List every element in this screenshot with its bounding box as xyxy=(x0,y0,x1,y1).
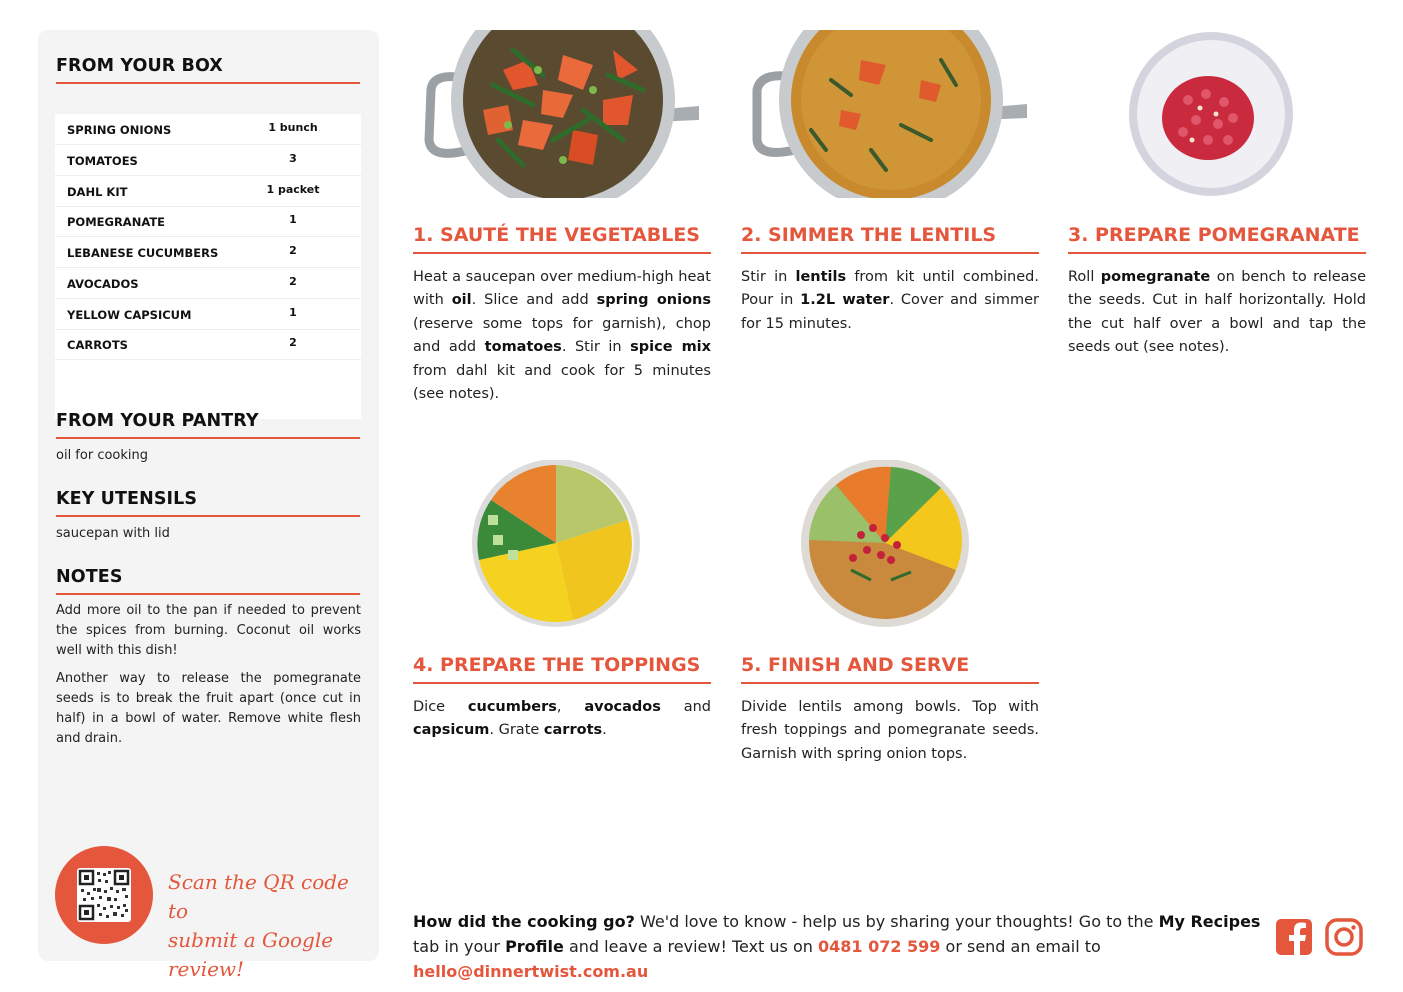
qr-code-icon[interactable] xyxy=(77,868,131,922)
ingredient-qty: 2 xyxy=(289,336,297,349)
section-divider xyxy=(56,593,360,595)
table-row xyxy=(55,268,361,299)
step-3-text: Roll pomegranate on bench to release the seeds. Cut in half horizontally. Hold the cut half over a bowl and tap the seeds out (see notes). xyxy=(1068,269,1366,356)
instagram-icon[interactable] xyxy=(1325,918,1363,956)
from-your-box-title: FROM YOUR BOX xyxy=(56,56,223,76)
step-5-title: 5. FINISH AND SERVE xyxy=(741,654,970,676)
ingredient-qty: 1 bunch xyxy=(268,121,318,134)
step-2-title: 2. SIMMER THE LENTILS xyxy=(741,224,997,246)
ingredient-name: AVOCADOS xyxy=(67,277,139,291)
table-row xyxy=(55,176,361,207)
ingredient-qty: 2 xyxy=(289,275,297,288)
toppings-bowl-photo xyxy=(413,460,711,628)
note-paragraph: Add more oil to the pan if needed to prevent the spices from burning. Coconut oil works well with this dish! xyxy=(56,603,361,658)
table-row xyxy=(55,114,361,145)
utensils-text: saucepan with lid xyxy=(56,526,170,541)
step-1-title: 1. SAUTÉ THE VEGETABLES xyxy=(413,224,700,246)
ingredient-name: SPRING ONIONS xyxy=(67,123,172,137)
table-row xyxy=(55,329,361,360)
table-row xyxy=(55,237,361,268)
step-2-text: Stir in lentils from kit until combined. Pour in 1.2L water. Cover and simmer for 15 minutes. xyxy=(741,269,1039,332)
ingredient-name: TOMATOES xyxy=(67,154,138,168)
notes-title: NOTES xyxy=(56,567,123,587)
from-your-pantry-title: FROM YOUR PANTRY xyxy=(56,411,259,431)
step-3-title: 3. PREPARE POMEGRANATE xyxy=(1068,224,1360,246)
ingredients-table xyxy=(55,114,361,419)
email-link[interactable]: hello@dinnertwist.com.au xyxy=(413,962,649,981)
step-4-text: Dice cucumbers, avocados and capsicum. Grate carrots. xyxy=(413,699,712,739)
qr-badge[interactable] xyxy=(55,846,153,944)
section-divider xyxy=(56,437,360,439)
ingredient-name: CARROTS xyxy=(67,338,128,352)
pantry-text: oil for cooking xyxy=(56,448,149,463)
pomegranate-bowl-photo xyxy=(1068,30,1366,198)
qr-caption-line: submit a Google review! xyxy=(168,928,334,981)
step-divider xyxy=(413,252,711,254)
section-divider xyxy=(56,82,360,84)
step-1-text: Heat a saucepan over medium-high heat with oil. Slice and add spring onions (reserve some tops for garnish), chop and add tomatoes. Stir in spice mix from dahl kit and cook for 5 minutes (see notes). xyxy=(413,269,711,403)
review-footer: How did the cooking go? We'd love to know - help us by sharing your thoughts! Go to the My Recipes tab in your Profile and leave a review! Text us on 0481 072 599 or send an email to hello@dinnertwist.com.au xyxy=(413,912,1261,981)
ingredient-name: YELLOW CAPSICUM xyxy=(67,308,192,322)
table-row xyxy=(55,145,361,176)
step-divider xyxy=(1068,252,1366,254)
step-4-title: 4. PREPARE THE TOPPINGS xyxy=(413,654,701,676)
table-row xyxy=(55,206,361,237)
step-divider xyxy=(413,682,711,684)
ingredients-sidebar xyxy=(38,30,379,981)
table-row xyxy=(55,299,361,330)
notes-body xyxy=(56,601,361,757)
facebook-icon[interactable] xyxy=(1275,918,1313,956)
section-divider xyxy=(56,515,360,517)
ingredient-name: POMEGRANATE xyxy=(67,215,166,229)
ingredient-name: LEBANESE CUCUMBERS xyxy=(67,246,219,260)
step-divider xyxy=(741,252,1039,254)
saute-vegetables-photo xyxy=(413,30,711,198)
step-divider xyxy=(741,682,1039,684)
note-paragraph: Another way to release the pomegranate seeds is to break the fruit apart (once cut in half) in a bowl of water. Remove white flesh and drain. xyxy=(56,671,361,746)
step-5-text: Divide lentils among bowls. Top with fresh toppings and pomegranate seeds. Garnish with spring onion tops. xyxy=(741,699,1039,762)
ingredient-qty: 1 xyxy=(289,213,297,226)
key-utensils-title: KEY UTENSILS xyxy=(56,489,198,509)
qr-caption xyxy=(168,868,368,984)
ingredient-qty: 2 xyxy=(289,244,297,257)
simmer-lentils-photo xyxy=(741,30,1039,198)
phone-link[interactable]: 0481 072 599 xyxy=(817,937,941,956)
finished-dahl-photo xyxy=(741,460,1039,628)
qr-caption-line: Scan the QR code to xyxy=(168,870,349,923)
ingredient-qty: 3 xyxy=(289,152,297,165)
ingredient-qty: 1 packet xyxy=(266,183,320,196)
ingredient-name: DAHL KIT xyxy=(67,185,128,199)
ingredient-qty: 1 xyxy=(289,306,297,319)
